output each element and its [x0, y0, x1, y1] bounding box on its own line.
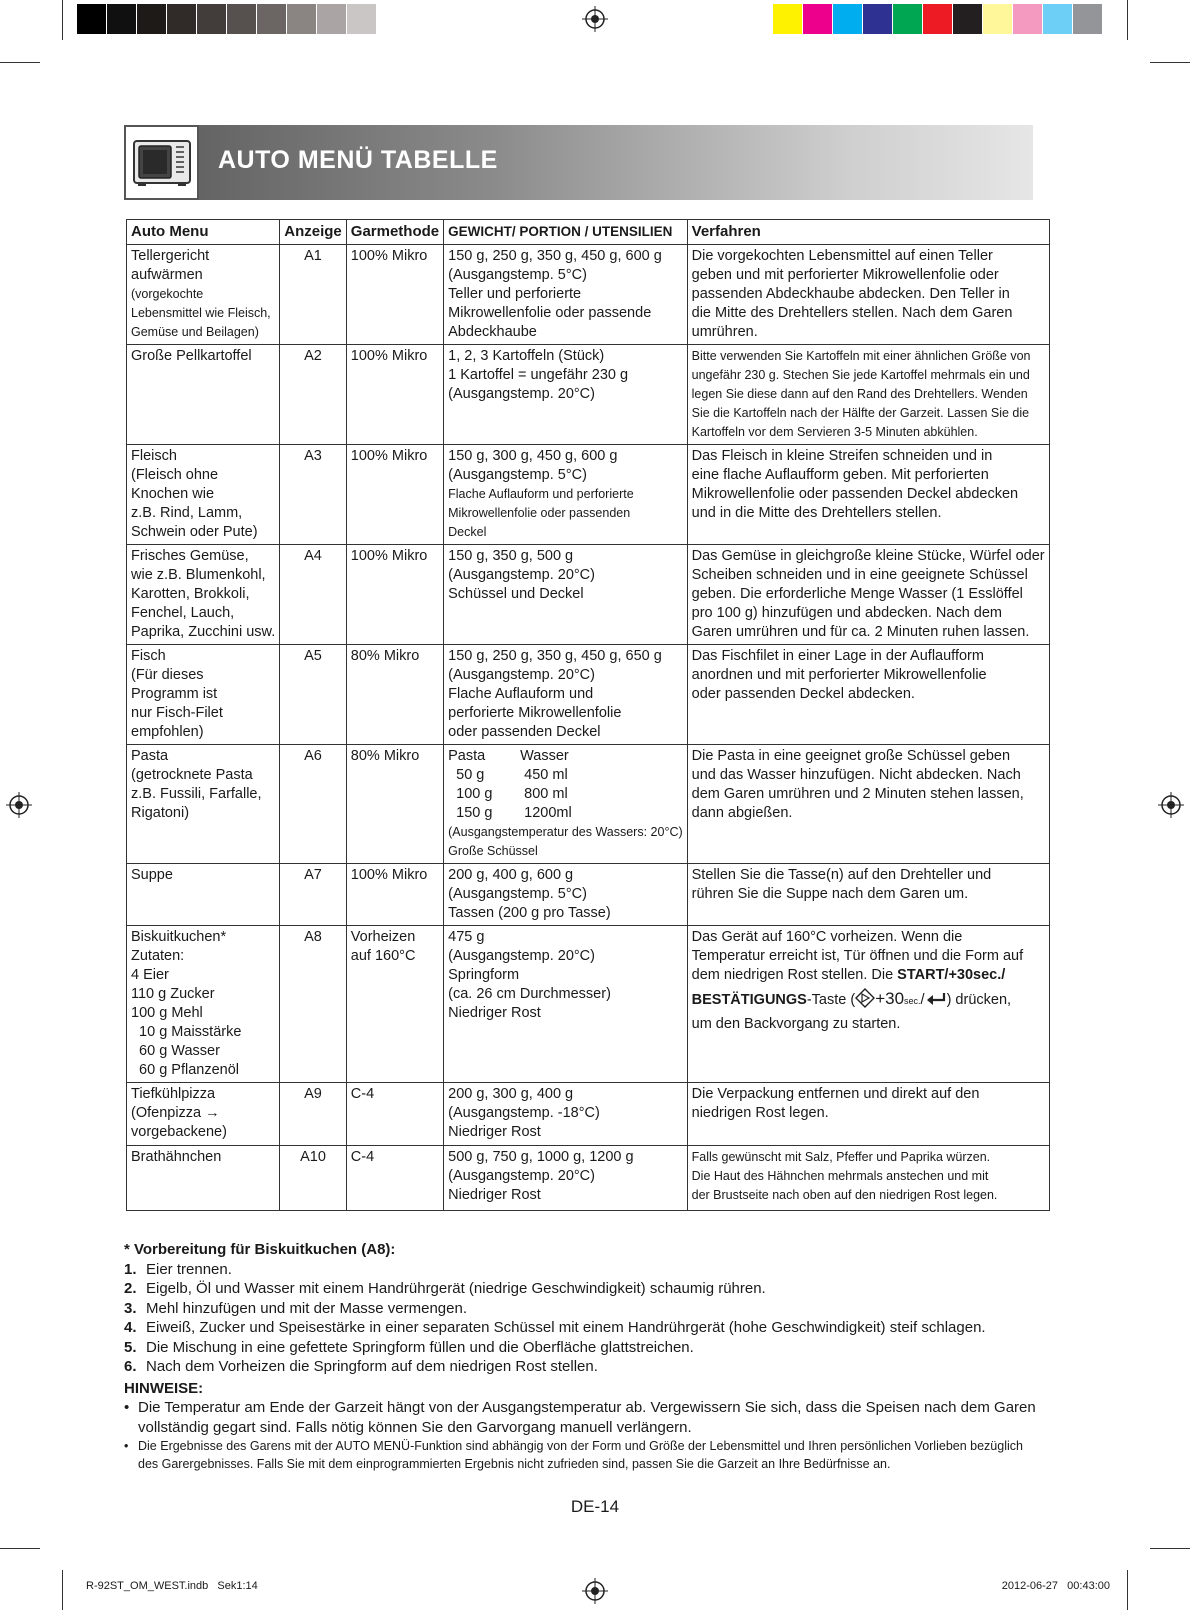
weight-cell [444, 645, 688, 745]
step-number: 6. [124, 1358, 137, 1375]
color-swatch [1073, 4, 1103, 34]
menu-text: Frisches Gemüse, [131, 548, 249, 564]
button-name: START/+30sec./ [897, 967, 1006, 983]
weight-cell [444, 245, 688, 345]
menu-note: (vorgekochte [131, 287, 204, 301]
procedure-text: dem Garen umrühren und 2 Minuten stehen lassen, [691, 786, 1024, 802]
display-code: A10 [300, 1149, 326, 1165]
weight-cell [444, 345, 688, 445]
registration-mark [582, 1578, 608, 1604]
hints-heading: HINWEISE: [124, 1379, 204, 1397]
weight-text: Niedriger Rost [448, 1005, 541, 1021]
prep-step [124, 1299, 1039, 1319]
prep-step [124, 1318, 1039, 1338]
procedure-text: Sie die Kartoffeln nach der Hälfte der Garzeit. Lassen Sie die [691, 406, 1030, 420]
weight-note: (Ausgangstemperatur des Wassers: 20°C) [448, 825, 683, 839]
menu-text: z.B. Fussili, Farfalle, [131, 786, 262, 802]
code-cell [280, 645, 347, 745]
table-row [127, 645, 1050, 745]
registration-mark [6, 792, 32, 818]
step-text: Nach dem Vorheizen die Springform auf dem niedrigen Rost stellen. [146, 1358, 598, 1375]
weight-cell [444, 445, 688, 545]
display-code: A2 [304, 348, 322, 364]
code-cell [280, 545, 347, 645]
procedure-text: -Taste ( [806, 992, 856, 1008]
procedure-text: Das Gemüse in gleichgroße kleine Stücke, Würfel oder [691, 548, 1045, 564]
step-text: Eigelb, Öl und Wasser mit einem Handrührgerät (niedrige Geschwindigkeit) schaumig rühren. [146, 1280, 766, 1297]
menu-text: Biskuitkuchen* [131, 929, 227, 945]
weight-cell [444, 864, 688, 926]
procedure-text: Garen umrühren und für ca. 2 Minuten ruhen lassen. [691, 624, 1030, 640]
menu-cell [127, 645, 280, 745]
procedure-cell [687, 545, 1049, 645]
menu-text: 100 g Mehl [131, 1005, 203, 1021]
cooking-method: 100% Mikro [350, 867, 428, 883]
weight-text: 1 Kartoffel = ungefähr 230 g [448, 367, 629, 383]
menu-text: (Für dieses [131, 667, 204, 683]
footer-file-info: R-92ST_OM_WEST.indb Sek1:14 [86, 1580, 258, 1592]
pasta-water-row [448, 766, 683, 785]
procedure-text: Die Haut des Hähnchen mehrmals anstechen und mit [691, 1169, 989, 1183]
color-swatch [863, 4, 893, 34]
method-cell [346, 645, 443, 745]
enter-arrow-icon [925, 992, 947, 1006]
pasta-amount: 50 g [456, 767, 485, 783]
display-code: A4 [304, 548, 322, 564]
procedure-text: pro 100 g) hinzufügen und abdecken. Nach dem [691, 605, 1002, 621]
procedure-text: anordnen und mit perforierter Mikrowellenfolie [691, 667, 987, 683]
procedure-text: Mikrowellenfolie oder passenden Deckel abdecken [691, 486, 1019, 502]
method-cell [346, 745, 443, 864]
weight-text: (Ausgangstemp. -18°C) [448, 1105, 600, 1121]
menu-text: Programm ist [131, 686, 218, 702]
menu-text: Große Pellkartoffel [131, 348, 252, 364]
weight-text: (Ausgangstemp. 5°C) [448, 267, 587, 283]
menu-text: Zutaten: [131, 948, 185, 964]
column-header: Verfahren [687, 220, 1049, 245]
table-row [127, 745, 1050, 864]
menu-cell [127, 345, 280, 445]
menu-text: 60 g Pflanzenöl [131, 1062, 240, 1078]
procedure-text: Die Verpackung entfernen und direkt auf den [691, 1086, 980, 1102]
menu-text: Tellergericht [131, 248, 210, 264]
cooking-method: 80% Mikro [350, 748, 420, 764]
gray-swatch [347, 4, 377, 34]
hint-item: • Die Temperatur am Ende der Garzeit hängt von der Ausgangstemperatur ab. Vergewissern Sie sich, dass die Speisen nach dem Garen vollständig gegart sind. Falls nötig können Sie den Garvorgang manuell verlängern. [124, 1398, 1039, 1437]
table-row [127, 545, 1050, 645]
color-swatch [803, 4, 833, 34]
weight-text: Schüssel und Deckel [448, 586, 584, 602]
weight-text: (Ausgangstemp. 20°C) [448, 948, 595, 964]
weight-text: 150 g, 300 g, 450 g, 600 g [448, 448, 618, 464]
display-code: A8 [304, 929, 322, 945]
pasta-amount: 100 g [456, 786, 493, 802]
crop-mark [62, 1570, 63, 1610]
crop-mark [0, 1548, 40, 1549]
column-header: Auto Menu [127, 220, 280, 245]
prep-step [124, 1260, 1039, 1280]
table-row [127, 926, 1050, 1083]
method-cell [346, 245, 443, 345]
menu-note: Lebensmittel wie Fleisch, [131, 306, 271, 320]
procedure-cell [687, 445, 1049, 545]
menu-text: (getrocknete Pasta [131, 767, 253, 783]
method-cell [346, 445, 443, 545]
procedure-text: umrühren. [691, 324, 758, 340]
weight-text: 200 g, 400 g, 600 g [448, 867, 574, 883]
display-code: A9 [304, 1086, 322, 1102]
crop-mark [1150, 62, 1190, 63]
cooking-method: 100% Mikro [350, 448, 428, 464]
water-amount: 1200ml [524, 805, 572, 821]
procedure-text: Kartoffeln vor dem Servieren 3-5 Minuten abkühlen. [691, 425, 978, 439]
menu-text: (Fleisch ohne [131, 467, 219, 483]
crop-mark [62, 0, 63, 40]
menu-cell [127, 445, 280, 545]
menu-text: 10 g Maisstärke [131, 1024, 242, 1040]
table-row [127, 445, 1050, 545]
prep-step [124, 1279, 1039, 1299]
registration-mark [1158, 792, 1184, 818]
menu-text: 4 Eier [131, 967, 169, 983]
display-code: A1 [304, 248, 322, 264]
gray-swatch [167, 4, 197, 34]
sec-label: sec. [904, 996, 921, 1006]
color-swatch [923, 4, 953, 34]
microwave-icon [124, 125, 199, 200]
color-swatch [1043, 4, 1073, 34]
procedure-text: geben. Die erforderliche Menge Wasser (1 Esslöffel [691, 586, 1023, 602]
menu-text: Knochen wie [131, 486, 215, 502]
weight-cell [444, 926, 688, 1083]
weight-text: (Ausgangstemp. 5°C) [448, 886, 587, 902]
weight-text: Flache Auflauform und [448, 686, 594, 702]
procedure-text: und das Wasser hinzufügen. Nicht abdecken. Nach [691, 767, 1021, 783]
code-cell [280, 1083, 347, 1146]
procedure-cell [687, 245, 1049, 345]
weight-text: Abdeckhaube [448, 324, 537, 340]
menu-cell [127, 545, 280, 645]
code-cell [280, 245, 347, 345]
prep-heading: * Vorbereitung für Biskuitkuchen (A8): [124, 1241, 396, 1258]
gray-swatch [257, 4, 287, 34]
procedure-text: geben und mit perforierter Mikrowellenfolie oder [691, 267, 999, 283]
step-number: 3. [124, 1299, 137, 1317]
procedure-text: Das Fleisch in kleine Streifen schneiden und in [691, 448, 993, 464]
notes-section [124, 1240, 1039, 1473]
table-row [127, 345, 1050, 445]
menu-text: empfohlen) [131, 724, 204, 740]
procedure-text: Bitte verwenden Sie Kartoffeln mit einer ähnlichen Größe von [691, 349, 1031, 363]
weight-cell [444, 1083, 688, 1146]
procedure-text: dem niedrigen Rost stellen. Die [691, 967, 898, 983]
cooking-method: 100% Mikro [350, 548, 428, 564]
weight-text: Springform [448, 967, 520, 983]
gray-swatch [287, 4, 317, 34]
auto-menu-table [126, 219, 1050, 1211]
menu-text: aufwärmen [131, 267, 203, 283]
code-cell [280, 345, 347, 445]
method-cell [346, 1083, 443, 1146]
code-cell [280, 745, 347, 864]
menu-text: (Ofenpizza → [131, 1105, 220, 1121]
weight-text: (ca. 26 cm Durchmesser) [448, 986, 611, 1002]
menu-text: Fisch [131, 648, 166, 664]
menu-text: z.B. Rind, Lamm, [131, 505, 243, 521]
weight-text: Teller und perforierte [448, 286, 582, 302]
weight-cell [444, 1146, 688, 1211]
cooking-method: 80% Mikro [350, 648, 420, 664]
step-text: Eier trennen. [146, 1260, 232, 1278]
procedure-text: Scheiben schneiden und in eine geeignete Schüssel [691, 567, 1028, 583]
cooking-method: 100% Mikro [350, 348, 428, 364]
procedure-text: dann abgießen. [691, 805, 793, 821]
method-cell [346, 345, 443, 445]
prep-step [124, 1338, 1039, 1358]
procedure-cell [687, 1146, 1049, 1211]
procedure-cell [687, 926, 1049, 1083]
weight-text: 500 g, 750 g, 1000 g, 1200 g [448, 1149, 634, 1165]
procedure-text: rühren Sie die Suppe nach dem Garen um. [691, 886, 969, 902]
procedure-text: um den Backvorgang zu starten. [691, 1016, 901, 1032]
procedure-text: Stellen Sie die Tasse(n) auf den Drehteller und [691, 867, 992, 883]
gray-swatch [227, 4, 257, 34]
procedure-text: legen Sie diese dann auf den Rand des Drehtellers. Wenden [691, 387, 1028, 401]
menu-cell [127, 245, 280, 345]
hint-item: • Die Ergebnisse des Garens mit der AUTO MENÜ-Funktion sind abhängig von der Form und Größe der Lebensmittel und Ihren persönlichen Vorlieben bezüglich des Garergebnisses. Falls Sie mit dem einprogrammierten Ergebnis nicht zufrieden sind, passen Sie die Garzeit an Ihre Bedürfnisse an. [124, 1437, 1039, 1473]
weight-text: 475 g [448, 929, 485, 945]
procedure-cell [687, 1083, 1049, 1146]
gray-swatch [197, 4, 227, 34]
method-cell [346, 545, 443, 645]
weight-text: 150 g, 350 g, 500 g [448, 548, 574, 564]
weight-text: (Ausgangstemp. 20°C) [448, 667, 595, 683]
method-cell [346, 864, 443, 926]
weight-text: 150 g, 250 g, 350 g, 450 g, 600 g [448, 248, 662, 264]
step-text: Eiweiß, Zucker und Speisestärke in einer separaten Schüssel mit einem Handrührgerät (hohe Geschwindigkeit) steif schlagen. [146, 1319, 986, 1336]
procedure-text: ungefähr 230 g. Stechen Sie jede Kartoffel mehrmals ein und [691, 368, 1030, 382]
prep-steps [124, 1260, 1039, 1377]
table-row [127, 245, 1050, 345]
weight-cell [444, 745, 688, 864]
table-row [127, 1083, 1050, 1146]
step-text: Die Mischung in eine gefettete Springform füllen und die Oberfläche glattstreichen. [146, 1338, 694, 1356]
weight-text: (Ausgangstemp. 20°C) [448, 567, 595, 583]
method-cell [346, 1146, 443, 1211]
weight-text: 200 g, 300 g, 400 g [448, 1086, 574, 1102]
procedure-text: ) drücken, [946, 992, 1012, 1008]
procedure-text: Die vorgekochten Lebensmittel auf einen Teller [691, 248, 993, 264]
menu-text: 110 g Zucker [131, 986, 215, 1002]
plus30-label: +30 [875, 989, 905, 1008]
weight-text: oder passenden Deckel [448, 724, 601, 740]
table-row [127, 864, 1050, 926]
weight-text: perforierte Mikrowellenfolie [448, 705, 622, 721]
weight-note: Flache Auflauform und perforierte [448, 487, 634, 501]
step-number: 2. [124, 1280, 137, 1297]
menu-cell [127, 864, 280, 926]
method-cell [346, 926, 443, 1083]
procedure-text: eine flache Auflaufform geben. Mit perforierten [691, 467, 989, 483]
cooking-method: 100% Mikro [350, 248, 428, 264]
procedure-text: und in die Mitte des Drehtellers stellen. [691, 505, 942, 521]
procedure-text: der Brustseite nach oben auf den niedrigen Rost legen. [691, 1188, 998, 1202]
gray-swatch [107, 4, 137, 34]
page-number: DE-14 [570, 1497, 620, 1516]
color-swatch [893, 4, 923, 34]
code-cell [280, 445, 347, 545]
menu-cell [127, 1146, 280, 1211]
procedure-cell [687, 645, 1049, 745]
procedure-text: passenden Abdeckhaube abdecken. Den Teller in [691, 286, 1010, 302]
code-cell [280, 926, 347, 1083]
menu-text: Schwein oder Pute) [131, 524, 258, 540]
weight-text: Niedriger Rost [448, 1187, 541, 1203]
procedure-text: niedrigen Rost legen. [691, 1105, 829, 1121]
step-text: Mehl hinzufügen und mit der Masse vermengen. [146, 1299, 468, 1317]
procedure-text: Falls gewünscht mit Salz, Pfeffer und Paprika würzen. [691, 1150, 991, 1164]
water-amount: 800 ml [524, 786, 568, 802]
table-header-row [127, 220, 1050, 245]
menu-text: 60 g Wasser [131, 1043, 220, 1059]
menu-cell [127, 745, 280, 864]
procedure-cell [687, 345, 1049, 445]
step-number: 5. [124, 1338, 137, 1356]
pasta-amount: 150 g [456, 805, 493, 821]
procedure-text: / [920, 992, 925, 1008]
water-amount: Wasser [520, 748, 569, 764]
color-swatch [953, 4, 983, 34]
crop-mark [1127, 1570, 1128, 1610]
menu-text: wie z.B. Blumenkohl, [131, 567, 266, 583]
page-title: AUTO MENÜ TABELLE [218, 146, 498, 174]
menu-text: Fleisch [131, 448, 177, 464]
weight-text: 1, 2, 3 Kartoffeln (Stück) [448, 348, 605, 364]
weight-text: Tassen (200 g pro Tasse) [448, 905, 611, 921]
cooking-method: Vorheizen [350, 929, 416, 945]
procedure-text: die Mitte des Drehtellers stellen. Nach dem Garen [691, 305, 1013, 321]
procedure-cell [687, 745, 1049, 864]
gray-swatch [317, 4, 347, 34]
display-code: A7 [304, 867, 322, 883]
weight-note: Große Schüssel [448, 844, 538, 858]
weight-text: 150 g, 250 g, 350 g, 450 g, 650 g [448, 648, 662, 664]
menu-text: vorgebackene) [131, 1124, 227, 1140]
procedure-text: oder passenden Deckel abdecken. [691, 686, 915, 702]
hints-list [124, 1398, 1039, 1473]
pasta-water-row [448, 785, 683, 804]
menu-text: Suppe [131, 867, 173, 883]
menu-cell [127, 926, 280, 1083]
column-header: Garmethode [346, 220, 443, 245]
registration-mark [582, 6, 608, 32]
menu-text: Paprika, Zucchini usw. [131, 624, 276, 640]
procedure-text: Das Fischfilet in einer Lage in der Auflaufform [691, 648, 984, 664]
cooking-method: auf 160°C [350, 948, 416, 964]
pasta-water-row [448, 804, 683, 823]
menu-text: Tiefkühlpizza [131, 1086, 216, 1102]
menu-text: Brathähnchen [131, 1149, 222, 1165]
code-cell [280, 864, 347, 926]
weight-note: Mikrowellenfolie oder passenden [448, 506, 631, 520]
menu-text: nur Fisch-Filet [131, 705, 223, 721]
color-calibration-strip [773, 4, 1103, 34]
weight-note: Deckel [448, 525, 487, 539]
step-number: 1. [124, 1260, 137, 1278]
pasta-water-row [448, 747, 683, 766]
weight-text: (Ausgangstemp. 5°C) [448, 467, 587, 483]
menu-text: Fenchel, Lauch, [131, 605, 235, 621]
water-amount: 450 ml [524, 767, 568, 783]
table-row [127, 1146, 1050, 1211]
crop-mark [0, 62, 40, 63]
gray-calibration-strip [77, 4, 407, 34]
gray-swatch [377, 4, 407, 34]
code-cell [280, 1146, 347, 1211]
pasta-amount: Pasta [448, 748, 486, 764]
column-header: GEWICHT/ PORTION / UTENSILIEN [444, 220, 688, 245]
display-code: A5 [304, 648, 322, 664]
crop-mark [1150, 1548, 1190, 1549]
gray-swatch [77, 4, 107, 34]
prep-step [124, 1357, 1039, 1377]
procedure-text: Die Pasta in eine geeignet große Schüssel geben [691, 748, 1011, 764]
display-code: A3 [304, 448, 322, 464]
menu-text: Karotten, Brokkoli, [131, 586, 250, 602]
weight-text: (Ausgangstemp. 20°C) [448, 386, 595, 402]
start-diamond-icon [855, 988, 875, 1008]
step-number: 4. [124, 1319, 137, 1336]
menu-cell [127, 1083, 280, 1146]
menu-text: Rigatoni) [131, 805, 190, 821]
procedure-text [692, 966, 1045, 985]
color-swatch [773, 4, 803, 34]
weight-text: Mikrowellenfolie oder passende [448, 305, 652, 321]
menu-text: Pasta [131, 748, 169, 764]
cooking-method: C-4 [350, 1086, 375, 1102]
procedure-cell [687, 864, 1049, 926]
procedure-text: Das Gerät auf 160°C vorheizen. Wenn die [691, 929, 963, 945]
procedure-text [692, 988, 1045, 1011]
crop-mark [1127, 0, 1128, 40]
gray-swatch [137, 4, 167, 34]
color-swatch [833, 4, 863, 34]
weight-cell [444, 545, 688, 645]
button-name: BESTÄTIGUNGS [691, 992, 807, 1008]
cooking-method: C-4 [350, 1149, 375, 1165]
menu-note: Gemüse und Beilagen) [131, 325, 259, 339]
column-header: Anzeige [280, 220, 347, 245]
color-swatch [983, 4, 1013, 34]
footer-timestamp: 2012-06-27 00:43:00 [1001, 1580, 1110, 1592]
procedure-text: Temperatur erreicht ist, Tür öffnen und die Form auf [691, 948, 1024, 964]
weight-text: Niedriger Rost [448, 1124, 541, 1140]
weight-text: (Ausgangstemp. 20°C) [448, 1168, 595, 1184]
color-swatch [1013, 4, 1043, 34]
display-code: A6 [304, 748, 322, 764]
